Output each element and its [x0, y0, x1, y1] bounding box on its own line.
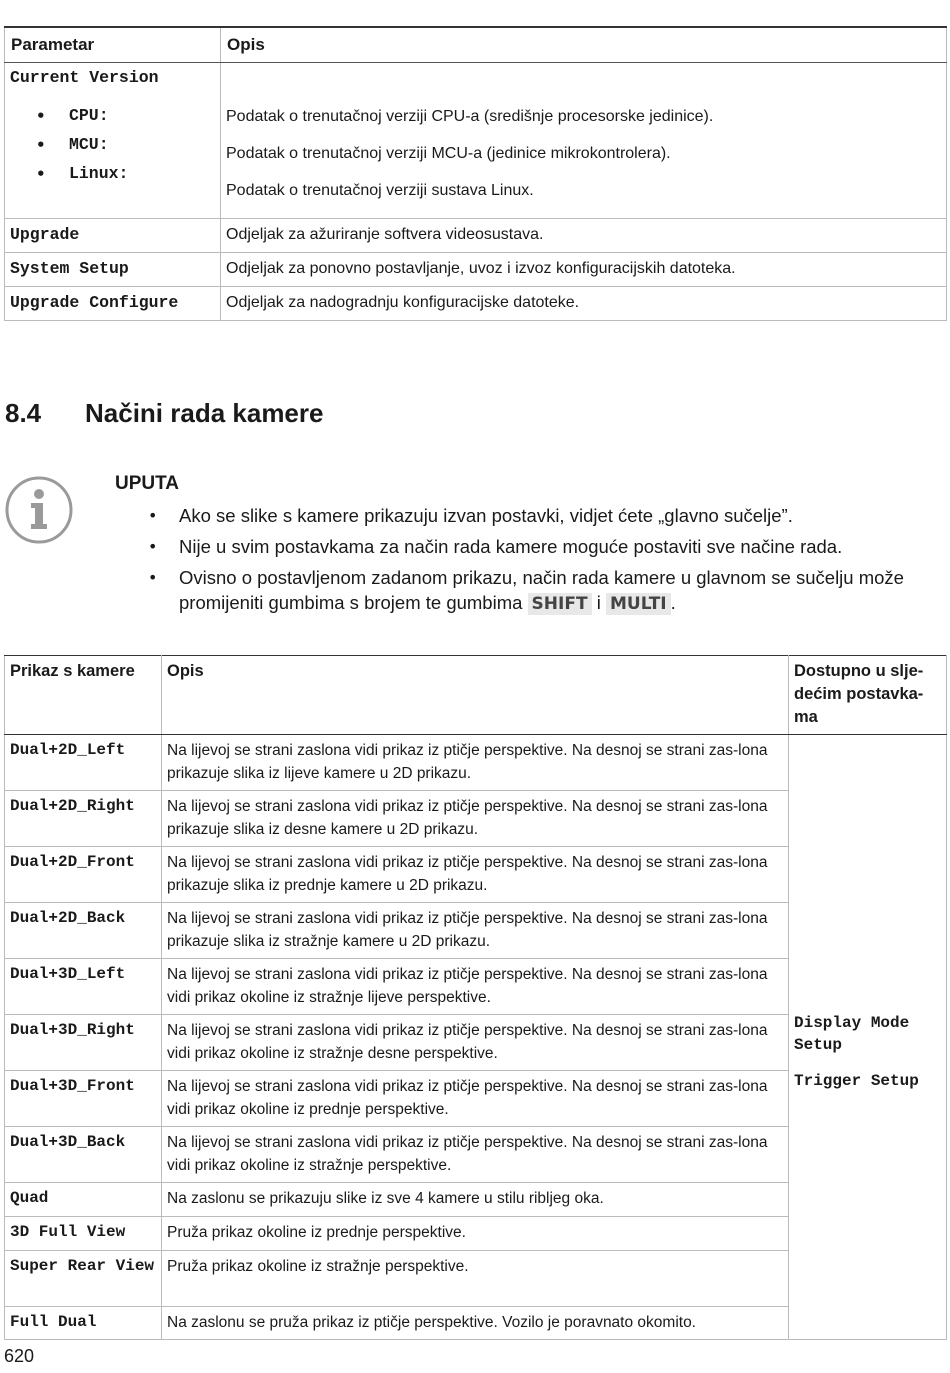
section-number: 8.4: [5, 398, 42, 428]
note-bullet-text: Ovisno o postavljenom zadanom prikazu, način rada kamere u glavnom se sučelju može promijeniti gumbima s brojem te gumbima: [179, 567, 904, 613]
parameter-table: [4, 26, 947, 321]
mode-desc: Na lijevoj se strani zaslona vidi prikaz iz ptičje perspektive. Na desnoj se strani zas-lona prikazuje slika iz stražnje kamere u 2D prikazu.: [162, 903, 789, 959]
mode-desc: Na lijevoj se strani zaslona vidi prikaz iz ptičje perspektive. Na desnoj se strani zas-lona vidi prikaz okoline iz stražnje perspektive.: [162, 1127, 789, 1183]
mode-desc: Na zaslonu se prikazuju slike iz sve 4 kamere u stilu ribljeg oka.: [162, 1183, 789, 1217]
mode-name: Full Dual: [5, 1307, 162, 1340]
note-bullet: • Ako se slike s kamere prikazuju izvan postavki, vidjet ćete „glavno sučelje”.: [148, 503, 928, 528]
table-row: [5, 735, 947, 791]
desc-upgrade-configure: Odjeljak za nadogradnju konfiguracijske datoteke.: [221, 286, 947, 320]
mode-name: Dual+2D_Front: [5, 847, 162, 903]
header-prikaz: Prikaz s kamere: [5, 656, 162, 735]
desc-system-setup: Odjeljak za ponovno postavljanje, uvoz i izvoz konfiguracijskih datoteka.: [221, 252, 947, 286]
param-upgrade-configure: Upgrade Configure: [5, 286, 221, 320]
header-opis: Opis: [162, 656, 789, 735]
available-in-cell: [789, 735, 947, 1340]
available-trigger-setup: Trigger Setup: [794, 1072, 919, 1090]
period: .: [670, 592, 676, 613]
mode-desc: Na lijevoj se strani zaslona vidi prikaz iz ptičje perspektive. Na desnoj se strani zas-lona prikazuje slika iz lijeve kamere u 2D prikazu.: [162, 735, 789, 791]
mode-name: Dual+2D_Right: [5, 791, 162, 847]
page-number: 620: [4, 1346, 35, 1366]
section-title: Načini rada kamere: [85, 398, 324, 428]
camera-modes-table: [4, 655, 947, 1340]
header-opis: Opis: [221, 27, 947, 62]
param-current-version: Current Version: [10, 67, 159, 87]
available-display-mode-setup: Display Mode Setup: [794, 1014, 910, 1054]
note-bullet: • Nije u svim postavkama za način rada kamere moguće postaviti sve načine rada.: [148, 534, 928, 559]
shift-key: SHIFT: [528, 593, 592, 615]
multi-key: MULTI: [606, 593, 671, 615]
version-list: [10, 105, 215, 192]
note-title: UPUTA: [115, 473, 180, 494]
header-parametar: Parametar: [5, 27, 221, 62]
version-item-cpu: • CPU:: [10, 105, 215, 134]
mode-name: Dual+3D_Left: [5, 959, 162, 1015]
table-row-upgrade: [5, 218, 947, 252]
header-dostupno: Dostupno u slje- dećim postavka- ma: [789, 656, 947, 735]
mode-desc: Na zaslonu se pruža prikaz iz ptičje perspektive. Vozilo je poravnato okomito.: [162, 1307, 789, 1340]
mode-name: Dual+3D_Right: [5, 1015, 162, 1071]
conjunction: i: [596, 592, 601, 613]
info-icon: [5, 476, 73, 544]
note-bullet: [148, 565, 928, 615]
mode-desc: Na lijevoj se strani zaslona vidi prikaz iz ptičje perspektive. Na desnoj se strani zas-lona vidi prikaz okoline iz prednje perspektive.: [162, 1071, 789, 1127]
table-row-system-setup: [5, 252, 947, 286]
mode-name: Dual+3D_Back: [5, 1127, 162, 1183]
mode-desc: Pruža prikaz okoline iz prednje perspektive.: [162, 1217, 789, 1251]
desc-upgrade: Odjeljak za ažuriranje softvera videosustava.: [221, 218, 947, 252]
mode-name: Quad: [5, 1183, 162, 1217]
param-upgrade: Upgrade: [5, 218, 221, 252]
desc-mcu: Podatak o trenutačnoj verziji MCU-a (jedinice mikrokontrolera).: [226, 144, 671, 162]
desc-cpu: Podatak o trenutačnoj verziji CPU-a (središnje procesorske jedinice).: [226, 107, 714, 125]
table-row-current-version: [5, 62, 947, 218]
mode-name: Dual+3D_Front: [5, 1071, 162, 1127]
version-item-linux: • Linux:: [10, 163, 215, 192]
mode-name: 3D Full View: [5, 1217, 162, 1251]
mode-desc: Na lijevoj se strani zaslona vidi prikaz iz ptičje perspektive. Na desnoj se strani zas-lona prikazuje slika iz prednje kamere u 2D prikazu.: [162, 847, 789, 903]
note-list: [148, 503, 928, 621]
mode-desc: Na lijevoj se strani zaslona vidi prikaz iz ptičje perspektive. Na desnoj se strani zas-lona prikazuje slika iz desne kamere u 2D prikazu.: [162, 791, 789, 847]
mode-desc: Na lijevoj se strani zaslona vidi prikaz iz ptičje perspektive. Na desnoj se strani zas-lona vidi prikaz okoline iz stražnje lijeve perspektive.: [162, 959, 789, 1015]
desc-linux: Podatak o trenutačnoj verziji sustava Linux.: [226, 181, 534, 199]
version-item-mcu: • MCU:: [10, 134, 215, 163]
mode-name: Dual+2D_Back: [5, 903, 162, 959]
table-row-upgrade-configure: [5, 286, 947, 320]
mode-name: Super Rear View: [5, 1251, 162, 1307]
mode-desc: Na lijevoj se strani zaslona vidi prikaz iz ptičje perspektive. Na desnoj se strani zas-lona vidi prikaz okoline iz stražnje desne perspektive.: [162, 1015, 789, 1071]
mode-desc: Pruža prikaz okoline iz stražnje perspektive.: [162, 1251, 789, 1307]
param-system-setup: System Setup: [5, 252, 221, 286]
mode-name: Dual+2D_Left: [5, 735, 162, 791]
